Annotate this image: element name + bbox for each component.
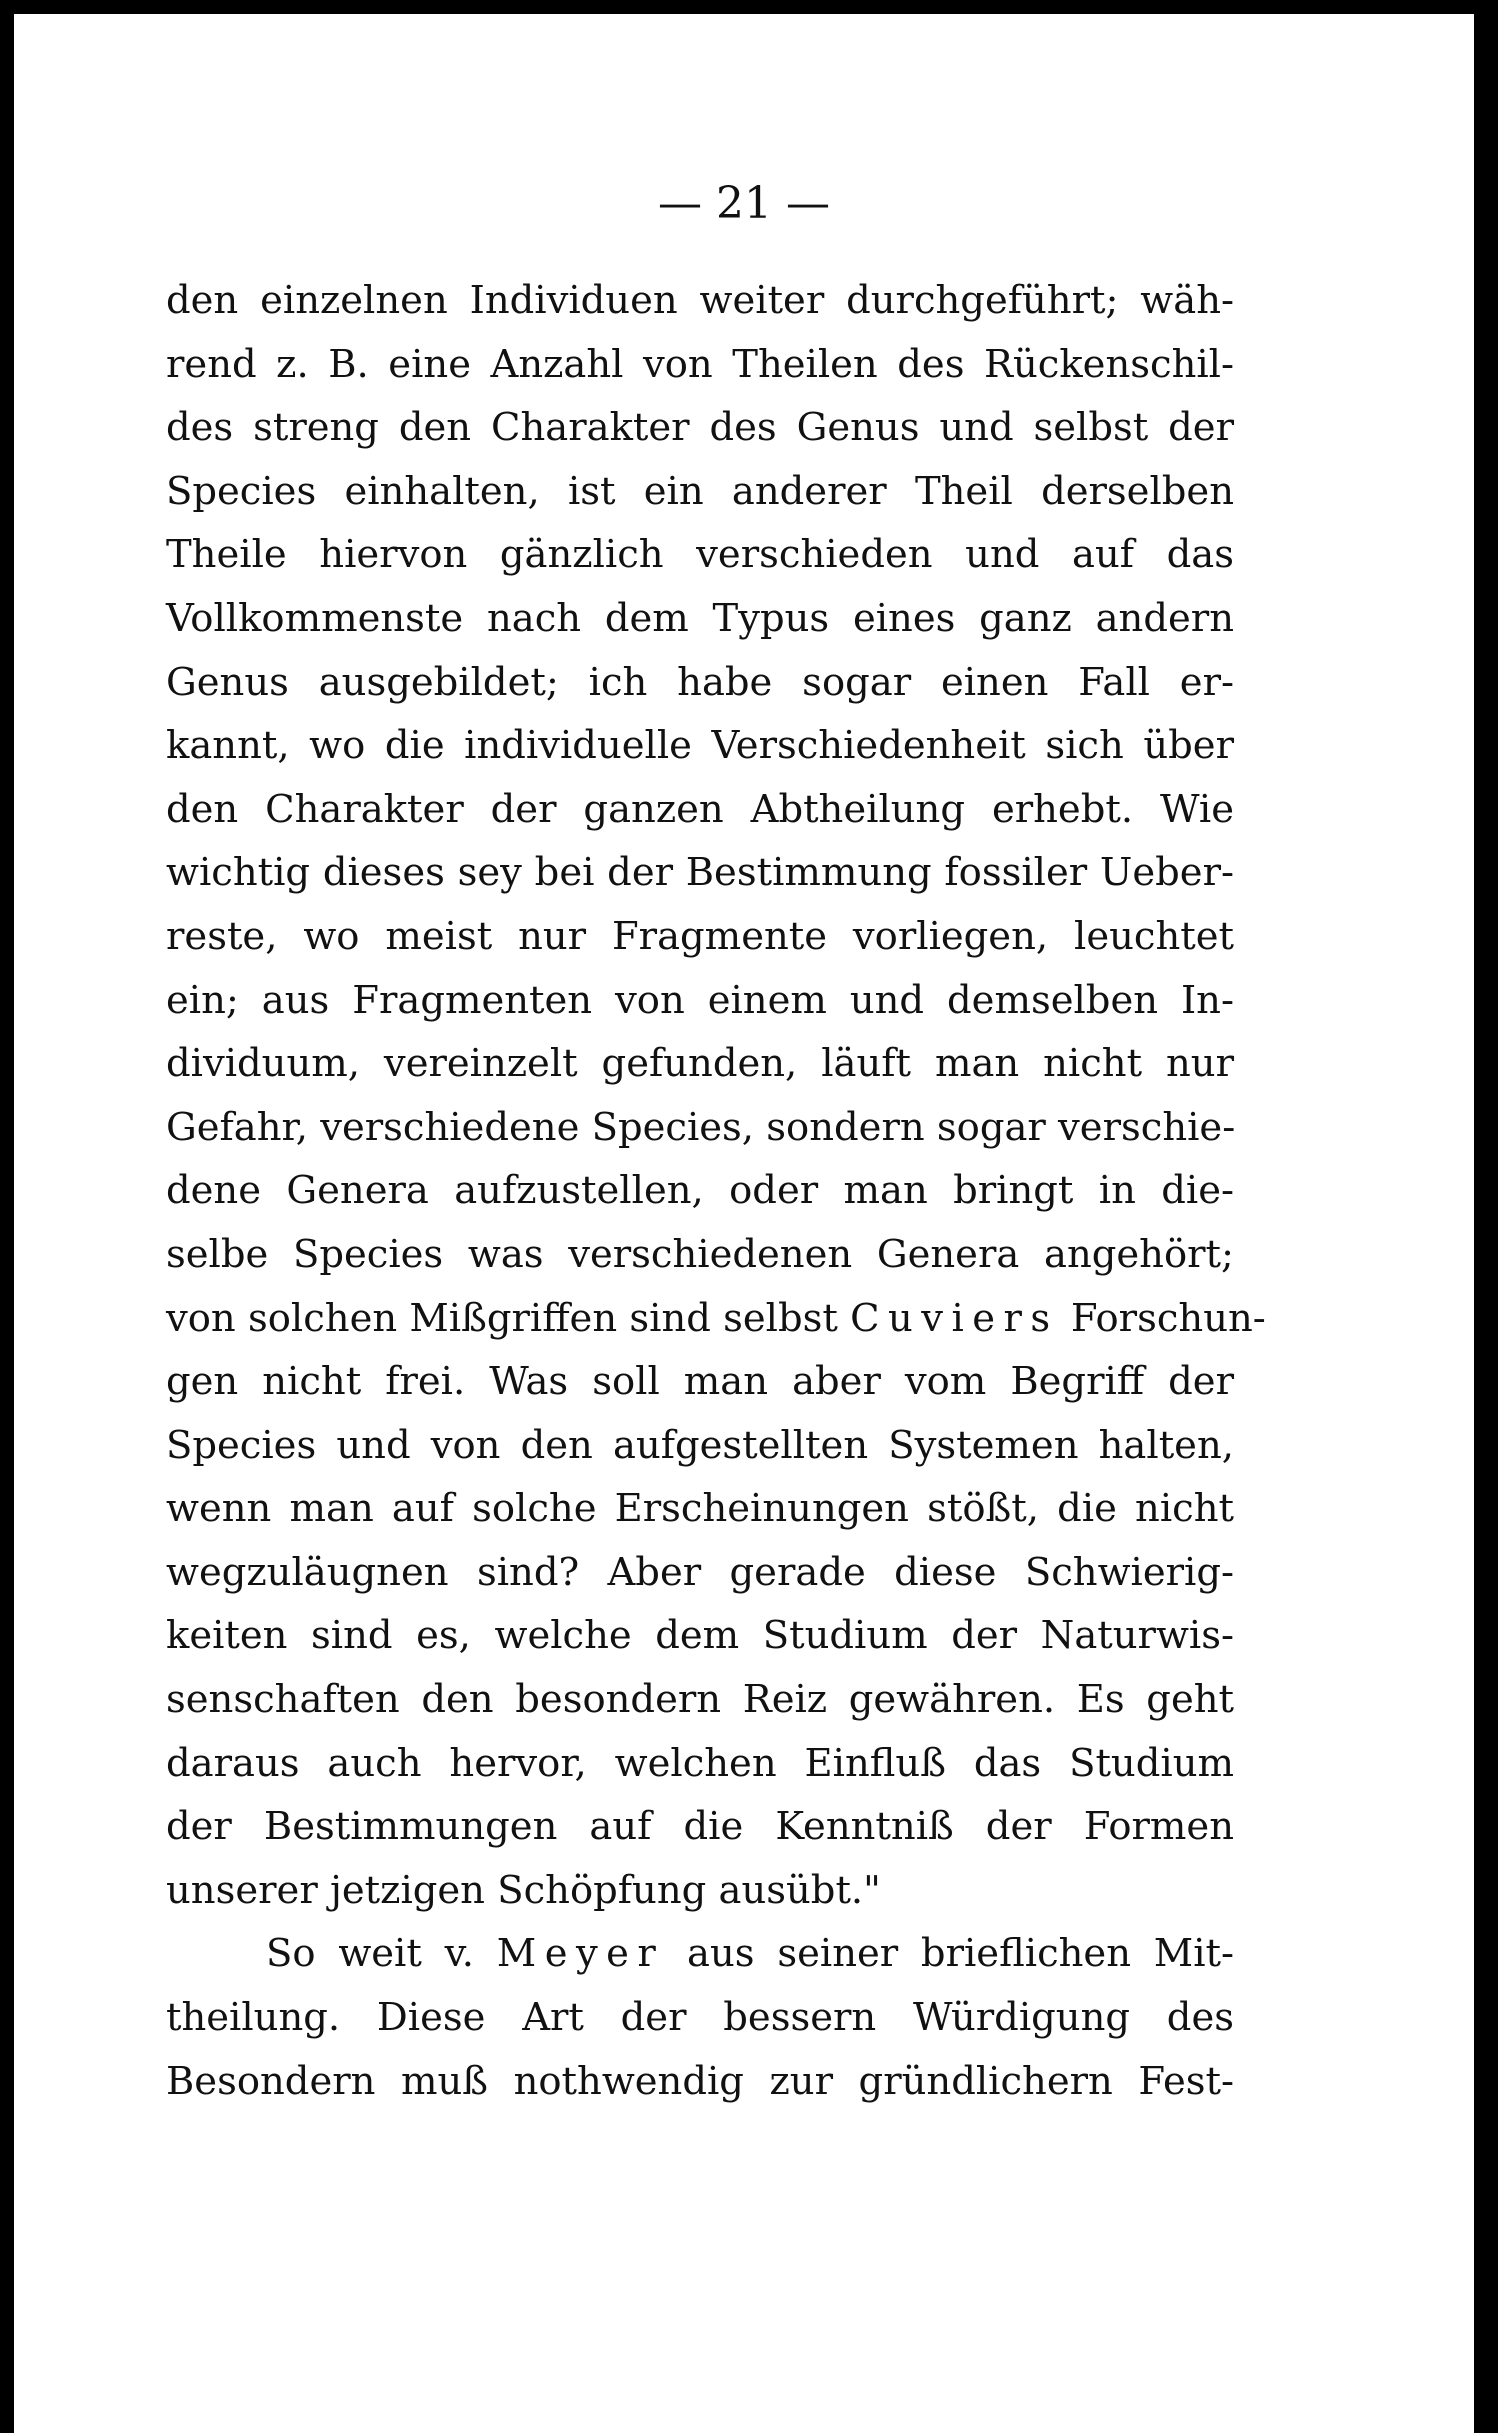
text-line	[166, 1922, 1234, 1986]
text-line: daraus auch hervor, welchen Einfluß das Studium	[166, 1740, 1234, 1786]
text-line: senschaften den besondern Reiz gewähren. Es geht	[166, 1677, 1234, 1723]
text-line: gen nicht frei. Was soll man aber vom Begriff der	[166, 1359, 1234, 1405]
text-line: den einzelnen Individuen weiter durchgeführt; wäh-	[166, 278, 1234, 323]
text-segment: von solchen Mißgriffen sind selbst	[166, 1295, 851, 1341]
text-line: der Bestimmungen auf die Kenntniß der Formen	[166, 1804, 1234, 1850]
text-line: reste, wo meist nur Fragmente vorliegen, leuchtet	[166, 913, 1234, 959]
text-line: den Charakter der ganzen Abtheilung erhebt. Wie	[166, 786, 1234, 832]
text-line	[166, 1287, 1266, 1351]
text-line: wenn man auf solche Erscheinungen stößt, die nicht	[166, 1486, 1234, 1532]
text-line: dene Genera aufzustellen, oder man bringt in die-	[166, 1168, 1234, 1214]
text-line: selbe Species was verschiedenen Genera angehört;	[166, 1231, 1234, 1277]
text-line: Gefahr, verschiedene Species, sondern sogar verschie-	[166, 1104, 1236, 1150]
text-line: unserer jetzigen Schöpfung ausübt."	[166, 1867, 881, 1913]
text-line: des streng den Charakter des Genus und selbst der	[166, 405, 1234, 451]
book-page	[14, 14, 1474, 2433]
text-line: Species einhalten, ist ein anderer Theil derselben	[166, 468, 1234, 514]
text-line: Vollkommenste nach dem Typus eines ganz andern	[166, 595, 1234, 641]
text-line: rend z. B. eine Anzahl von Theilen des Rückenschil-	[166, 341, 1234, 387]
text-segment: aus seiner brieflichen Mit-	[664, 1931, 1234, 1977]
text-line: Genus ausgebildet; ich habe sogar einen Fall er-	[166, 659, 1234, 705]
spaced-name: Cuviers	[850, 1295, 1059, 1341]
text-line: wegzuläugnen sind? Aber gerade diese Schwierig-	[166, 1549, 1234, 1595]
text-segment: So weit v.	[266, 1931, 497, 1977]
text-line: keiten sind es, welche dem Studium der Naturwis-	[166, 1613, 1234, 1659]
text-line: theilung. Diese Art der bessern Würdigung des	[166, 1995, 1234, 2041]
spaced-name: Meyer	[496, 1931, 665, 1977]
text-segment: Forschun-	[1058, 1295, 1266, 1341]
text-line: Besondern muß nothwendig zur gründlichern Fest-	[166, 2058, 1234, 2104]
text-line: Theile hiervon gänzlich verschieden und auf das	[166, 532, 1234, 578]
page-number: — 21 —	[658, 178, 830, 229]
body-text	[166, 269, 1266, 2113]
text-line: dividuum, vereinzelt gefunden, läuft man nicht nur	[166, 1041, 1234, 1087]
text-line: ein; aus Fragmenten von einem und demselben In-	[166, 977, 1234, 1023]
text-line: kannt, wo die individuelle Verschiedenheit sich über	[166, 723, 1234, 769]
text-line: wichtig dieses sey bei der Bestimmung fossiler Ueber-	[166, 850, 1234, 896]
text-line: Species und von den aufgestellten Systemen halten,	[166, 1422, 1234, 1468]
